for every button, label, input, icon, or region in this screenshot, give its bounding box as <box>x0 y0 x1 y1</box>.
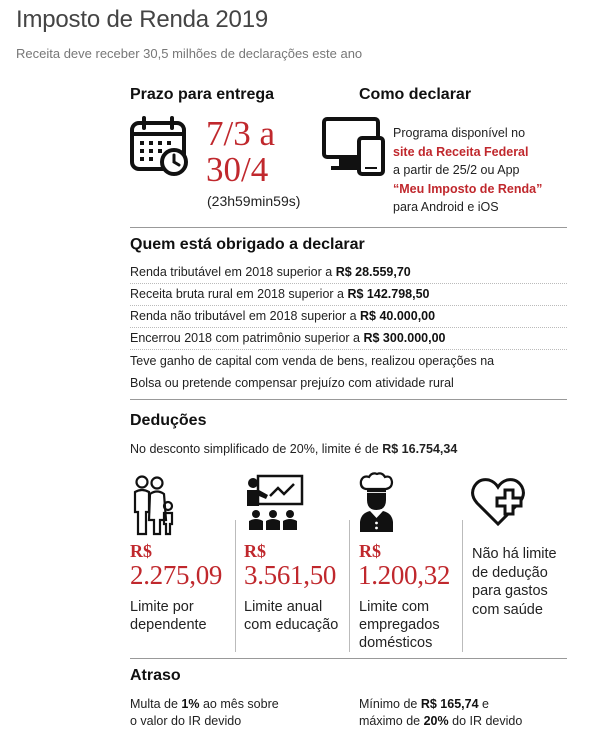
deadline-time: (23h59min59s) <box>207 193 301 209</box>
requirement-row-capital-line2: Bolsa ou pretende compensar prejuízo com atividade rural <box>130 376 454 390</box>
section-divider <box>130 658 567 659</box>
how-to-line5: para Android e iOS <box>393 200 499 214</box>
calendar-clock-icon <box>130 116 192 178</box>
deduction-value-domestic: 1.200,32 <box>358 560 451 590</box>
app-link[interactable]: “Meu Imposto de Renda” <box>393 181 543 196</box>
page-title: Imposto de Renda 2019 <box>16 6 268 33</box>
deduction-value-education: 3.561,50 <box>244 560 337 590</box>
deduction-currency: R$ <box>130 541 152 561</box>
requirement-value: R$ 40.000,00 <box>360 309 436 323</box>
page-subtitle: Receita deve receber 30,5 milhões de declarações este ano <box>16 46 363 61</box>
receita-site-link[interactable]: site da Receita Federal <box>393 144 529 159</box>
how-to-heading: Como declarar <box>359 86 472 103</box>
deadline-heading: Prazo para entrega <box>130 86 275 103</box>
health-deduction-text: Não há limite de dedução para gastos com saúde <box>472 546 557 618</box>
column-divider <box>349 520 350 652</box>
late-limits-text: Mínimo de R$ 165,74 e máximo de 20% do IR devido <box>359 697 523 728</box>
deadline-date-end: 30/4 <box>206 150 269 189</box>
section-divider <box>130 227 567 228</box>
deadline-date <box>206 116 316 188</box>
deadline-date-start: 7/3 a <box>206 114 276 153</box>
deductions-intro-value: R$ 16.754,34 <box>382 442 458 456</box>
chef-icon <box>358 472 394 534</box>
requirement-value: R$ 142.798,50 <box>347 287 430 301</box>
row-divider <box>130 349 567 350</box>
family-icon <box>130 474 176 536</box>
deduction-label-dependent: Limite por dependente <box>130 599 207 633</box>
requirement-row-capital-line1: Teve ganho de capital com venda de bens, realizou operações na <box>130 354 495 368</box>
deduction-value-dependent: 2.275,09 <box>130 560 223 590</box>
late-fine-text: Multa de 1% ao mês sobre o valor do IR devido <box>130 697 279 728</box>
requirement-row: Encerrou 2018 com patrimônio superior a R$ 300.000,00 <box>130 331 446 345</box>
deduction-label-domestic: Limite com empregados domésticos <box>359 599 440 651</box>
requirement-row: Renda não tributável em 2018 superior a R$ 40.000,00 <box>130 309 436 323</box>
devices-icon <box>321 116 387 178</box>
deduction-currency: R$ <box>244 541 266 561</box>
requirement-value: R$ 28.559,70 <box>335 265 411 279</box>
late-minimum-value: R$ 165,74 <box>420 697 479 711</box>
row-divider <box>130 327 567 328</box>
classroom-icon <box>244 474 304 534</box>
deductions-intro: No desconto simplificado de 20%, limite é de R$ 16.754,34 <box>130 442 458 456</box>
late-maximum-rate: 20% <box>423 714 449 728</box>
requirement-row: Receita bruta rural em 2018 superior a R$ 142.798,50 <box>130 287 430 301</box>
deduction-label-education: Limite anual com educação <box>244 599 339 633</box>
late-heading: Atraso <box>130 667 181 684</box>
row-divider <box>130 305 567 306</box>
how-to-line3: a partir de 25/2 ou App <box>393 163 520 177</box>
how-to-text <box>393 124 573 217</box>
deduction-currency: R$ <box>359 541 381 561</box>
heart-cross-icon <box>470 476 526 528</box>
late-fine-rate: 1% <box>181 697 200 711</box>
deductions-heading: Deduções <box>130 412 207 429</box>
obligated-heading: Quem está obrigado a declarar <box>130 236 365 253</box>
column-divider <box>235 520 236 652</box>
row-divider <box>130 283 567 284</box>
section-divider <box>130 399 567 400</box>
requirement-row: Renda tributável em 2018 superior a R$ 28.559,70 <box>130 265 411 279</box>
how-to-line1: Programa disponível no <box>393 126 526 140</box>
requirement-value: R$ 300.000,00 <box>363 331 446 345</box>
